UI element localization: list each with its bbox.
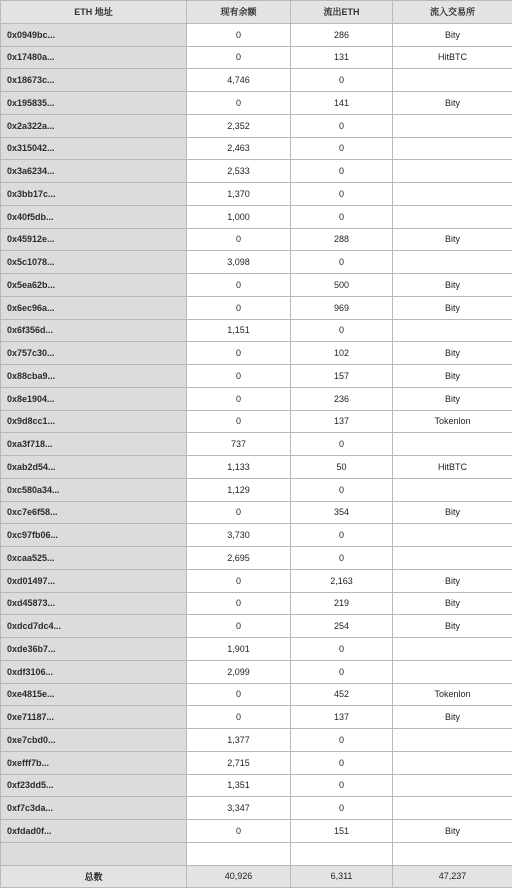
exchange-cell: Bity xyxy=(393,92,512,115)
table-row xyxy=(1,774,512,797)
balance-cell: 3,098 xyxy=(187,251,291,274)
eth-address-cell: 0x17480a... xyxy=(1,46,187,69)
outflow-cell: 0 xyxy=(291,797,393,820)
exchange-cell: Bity xyxy=(393,569,512,592)
header-exchange-inflow: 流入交易所 xyxy=(393,1,512,24)
blank-cell xyxy=(393,842,512,865)
balance-cell: 3,730 xyxy=(187,524,291,547)
eth-address-cell: 0xefff7b... xyxy=(1,751,187,774)
table-row xyxy=(1,524,512,547)
outflow-cell: 0 xyxy=(291,137,393,160)
balance-cell: 0 xyxy=(187,706,291,729)
table-row xyxy=(1,69,512,92)
balance-cell: 0 xyxy=(187,569,291,592)
outflow-cell: 0 xyxy=(291,638,393,661)
table-row xyxy=(1,387,512,410)
table-body xyxy=(1,23,512,842)
outflow-cell: 102 xyxy=(291,342,393,365)
eth-address-cell: 0x40f5db... xyxy=(1,205,187,228)
exchange-cell xyxy=(393,638,512,661)
exchange-cell xyxy=(393,69,512,92)
outflow-cell: 0 xyxy=(291,114,393,137)
total-balance: 40,926 xyxy=(187,865,291,888)
total-label: 总数 xyxy=(1,865,187,888)
table-header xyxy=(1,1,512,24)
eth-address-cell: 0x45912e... xyxy=(1,228,187,251)
eth-address-cell: 0xc580a34... xyxy=(1,478,187,501)
balance-cell: 2,463 xyxy=(187,137,291,160)
exchange-cell: Bity xyxy=(393,501,512,524)
exchange-cell xyxy=(393,160,512,183)
balance-cell: 2,533 xyxy=(187,160,291,183)
balance-cell: 2,715 xyxy=(187,751,291,774)
eth-address-cell: 0x88cba9... xyxy=(1,365,187,388)
balance-cell: 0 xyxy=(187,342,291,365)
balance-cell: 1,151 xyxy=(187,319,291,342)
outflow-cell: 452 xyxy=(291,683,393,706)
table-row xyxy=(1,478,512,501)
exchange-cell: Tokenlon xyxy=(393,683,512,706)
table-row xyxy=(1,797,512,820)
table-row xyxy=(1,751,512,774)
outflow-cell: 0 xyxy=(291,433,393,456)
table-row xyxy=(1,592,512,615)
exchange-cell: Bity xyxy=(393,296,512,319)
balance-cell: 2,099 xyxy=(187,660,291,683)
balance-cell: 0 xyxy=(187,615,291,638)
table-row xyxy=(1,342,512,365)
table-row xyxy=(1,228,512,251)
balance-cell: 1,000 xyxy=(187,205,291,228)
table-row xyxy=(1,92,512,115)
balance-cell: 0 xyxy=(187,683,291,706)
table-row xyxy=(1,433,512,456)
eth-address-cell: 0x9d8cc1... xyxy=(1,410,187,433)
outflow-cell: 500 xyxy=(291,274,393,297)
balance-cell: 0 xyxy=(187,820,291,843)
outflow-cell: 0 xyxy=(291,478,393,501)
outflow-cell: 0 xyxy=(291,729,393,752)
outflow-cell: 969 xyxy=(291,296,393,319)
eth-address-cell: 0xcaa525... xyxy=(1,547,187,570)
outflow-cell: 0 xyxy=(291,69,393,92)
balance-cell: 0 xyxy=(187,228,291,251)
balance-cell: 1,901 xyxy=(187,638,291,661)
exchange-cell: Bity xyxy=(393,387,512,410)
eth-address-cell: 0xde36b7... xyxy=(1,638,187,661)
outflow-cell: 151 xyxy=(291,820,393,843)
total-inflow: 47,237 xyxy=(393,865,512,888)
table-row xyxy=(1,296,512,319)
outflow-cell: 137 xyxy=(291,410,393,433)
eth-address-cell: 0xf7c3da... xyxy=(1,797,187,820)
exchange-cell: Bity xyxy=(393,365,512,388)
eth-address-cell: 0xa3f718... xyxy=(1,433,187,456)
header-outflow-eth: 流出ETH xyxy=(291,1,393,24)
balance-cell: 1,370 xyxy=(187,183,291,206)
eth-address-cell: 0x757c30... xyxy=(1,342,187,365)
table-row xyxy=(1,547,512,570)
header-eth-address: ETH 地址 xyxy=(1,1,187,24)
balance-cell: 0 xyxy=(187,92,291,115)
exchange-cell: Bity xyxy=(393,820,512,843)
balance-cell: 1,351 xyxy=(187,774,291,797)
exchange-cell xyxy=(393,751,512,774)
exchange-cell xyxy=(393,524,512,547)
balance-cell: 0 xyxy=(187,410,291,433)
balance-cell: 0 xyxy=(187,46,291,69)
eth-address-cell: 0x6ec96a... xyxy=(1,296,187,319)
blank-cell xyxy=(1,842,187,865)
exchange-cell: HitBTC xyxy=(393,46,512,69)
balance-cell: 4,746 xyxy=(187,69,291,92)
balance-cell: 0 xyxy=(187,296,291,319)
balance-cell: 1,129 xyxy=(187,478,291,501)
exchange-cell xyxy=(393,433,512,456)
table-row xyxy=(1,114,512,137)
table-row xyxy=(1,23,512,46)
outflow-cell: 254 xyxy=(291,615,393,638)
eth-address-cell: 0xf23dd5... xyxy=(1,774,187,797)
outflow-cell: 0 xyxy=(291,751,393,774)
balance-cell: 0 xyxy=(187,365,291,388)
eth-address-cell: 0x3bb17c... xyxy=(1,183,187,206)
exchange-cell xyxy=(393,660,512,683)
outflow-cell: 157 xyxy=(291,365,393,388)
exchange-cell: Bity xyxy=(393,274,512,297)
outflow-cell: 137 xyxy=(291,706,393,729)
blank-cell xyxy=(291,842,393,865)
outflow-cell: 0 xyxy=(291,774,393,797)
balance-cell: 1,133 xyxy=(187,456,291,479)
outflow-cell: 0 xyxy=(291,251,393,274)
table-row xyxy=(1,820,512,843)
eth-address-cell: 0xd45873... xyxy=(1,592,187,615)
exchange-cell xyxy=(393,547,512,570)
blank-row xyxy=(1,842,512,865)
blank-cell xyxy=(187,842,291,865)
table-row xyxy=(1,365,512,388)
table-row xyxy=(1,501,512,524)
table-row xyxy=(1,319,512,342)
outflow-cell: 286 xyxy=(291,23,393,46)
exchange-cell xyxy=(393,251,512,274)
outflow-cell: 219 xyxy=(291,592,393,615)
balance-cell: 0 xyxy=(187,592,291,615)
eth-address-cell: 0x5c1078... xyxy=(1,251,187,274)
balance-cell: 3,347 xyxy=(187,797,291,820)
eth-address-cell: 0x315042... xyxy=(1,137,187,160)
eth-address-cell: 0xab2d54... xyxy=(1,456,187,479)
balance-cell: 2,352 xyxy=(187,114,291,137)
outflow-cell: 0 xyxy=(291,319,393,342)
eth-address-cell: 0xe4815e... xyxy=(1,683,187,706)
eth-address-cell: 0xc97fb06... xyxy=(1,524,187,547)
exchange-cell xyxy=(393,319,512,342)
outflow-cell: 0 xyxy=(291,183,393,206)
table-row xyxy=(1,706,512,729)
table-row xyxy=(1,274,512,297)
balance-cell: 0 xyxy=(187,501,291,524)
header-current-balance: 现有余额 xyxy=(187,1,291,24)
table-row xyxy=(1,660,512,683)
eth-address-cell: 0x3a6234... xyxy=(1,160,187,183)
eth-address-cell: 0xe7cbd0... xyxy=(1,729,187,752)
exchange-cell: Bity xyxy=(393,615,512,638)
balance-cell: 1,377 xyxy=(187,729,291,752)
eth-address-cell: 0x5ea62b... xyxy=(1,274,187,297)
outflow-cell: 288 xyxy=(291,228,393,251)
balance-cell: 0 xyxy=(187,387,291,410)
outflow-cell: 0 xyxy=(291,524,393,547)
outflow-cell: 0 xyxy=(291,547,393,570)
eth-address-cell: 0xe71187... xyxy=(1,706,187,729)
exchange-cell: Bity xyxy=(393,592,512,615)
outflow-cell: 0 xyxy=(291,660,393,683)
balance-cell: 0 xyxy=(187,23,291,46)
table-row xyxy=(1,251,512,274)
exchange-cell xyxy=(393,183,512,206)
eth-address-cell: 0xd01497... xyxy=(1,569,187,592)
exchange-cell xyxy=(393,797,512,820)
exchange-cell xyxy=(393,774,512,797)
eth-address-cell: 0x6f356d... xyxy=(1,319,187,342)
eth-address-cell: 0xc7e6f58... xyxy=(1,501,187,524)
total-row xyxy=(1,865,512,888)
exchange-cell: Tokenlon xyxy=(393,410,512,433)
outflow-cell: 50 xyxy=(291,456,393,479)
exchange-cell xyxy=(393,478,512,501)
table-row xyxy=(1,638,512,661)
eth-address-cell: 0x195835... xyxy=(1,92,187,115)
exchange-cell: Bity xyxy=(393,23,512,46)
exchange-cell xyxy=(393,729,512,752)
total-outflow: 6,311 xyxy=(291,865,393,888)
header-row xyxy=(1,1,512,24)
exchange-cell: Bity xyxy=(393,706,512,729)
exchange-cell: Bity xyxy=(393,228,512,251)
eth-address-cell: 0x8e1904... xyxy=(1,387,187,410)
outflow-cell: 0 xyxy=(291,160,393,183)
eth-address-cell: 0xdcd7dc4... xyxy=(1,615,187,638)
exchange-cell xyxy=(393,137,512,160)
table-row xyxy=(1,615,512,638)
outflow-cell: 236 xyxy=(291,387,393,410)
eth-address-cell: 0x18673c... xyxy=(1,69,187,92)
eth-address-cell: 0x2a322a... xyxy=(1,114,187,137)
table-row xyxy=(1,410,512,433)
exchange-cell: Bity xyxy=(393,342,512,365)
exchange-cell xyxy=(393,114,512,137)
eth-address-cell: 0x0949bc... xyxy=(1,23,187,46)
table-row xyxy=(1,137,512,160)
table-footer xyxy=(1,842,512,888)
table-row xyxy=(1,729,512,752)
table-row xyxy=(1,183,512,206)
table-row xyxy=(1,456,512,479)
outflow-cell: 2,163 xyxy=(291,569,393,592)
table-row xyxy=(1,160,512,183)
table-row xyxy=(1,46,512,69)
outflow-cell: 354 xyxy=(291,501,393,524)
table-row xyxy=(1,683,512,706)
balance-cell: 0 xyxy=(187,274,291,297)
eth-address-cell: 0xfdad0f... xyxy=(1,820,187,843)
table-row xyxy=(1,205,512,228)
outflow-cell: 0 xyxy=(291,205,393,228)
exchange-cell: HitBTC xyxy=(393,456,512,479)
balance-cell: 2,695 xyxy=(187,547,291,570)
eth-address-cell: 0xdf3106... xyxy=(1,660,187,683)
outflow-cell: 141 xyxy=(291,92,393,115)
table-row xyxy=(1,569,512,592)
exchange-cell xyxy=(393,205,512,228)
balance-cell: 737 xyxy=(187,433,291,456)
outflow-cell: 131 xyxy=(291,46,393,69)
